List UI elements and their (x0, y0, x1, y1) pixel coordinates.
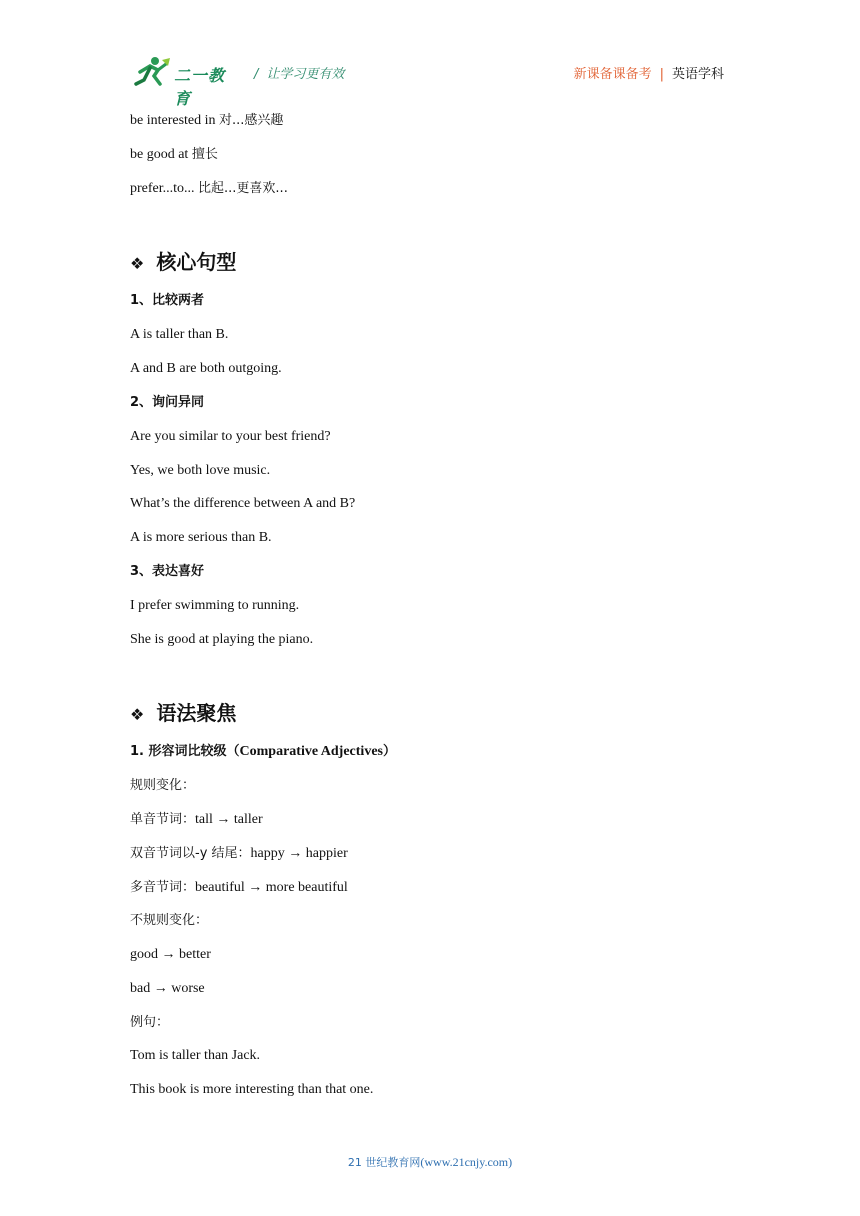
subject-label: 英语学科 (671, 67, 724, 82)
footer-site-name: 21 世纪教育网 (347, 1156, 421, 1169)
phrase-line (130, 146, 218, 164)
section-heading-grammar-focus (130, 700, 236, 728)
rule-label: 不规则变化： (130, 913, 209, 928)
runner-logo-icon (130, 54, 174, 90)
section-title: 核心句型 (156, 250, 237, 274)
section-heading-core-sentences (130, 249, 236, 277)
example-sentence: This book is more interesting than that one. (130, 1082, 374, 1097)
subheading: 1、比较两者 (130, 293, 205, 308)
sentence: What’s the difference between A and B? (130, 496, 356, 511)
subheading: 3、表达喜好 (130, 564, 205, 579)
sentence: A and B are both outgoing. (130, 361, 282, 376)
header-course-info (574, 63, 724, 82)
example-sentence: Tom is taller than Jack. (130, 1048, 261, 1063)
phrase-cn: 擅长 (191, 147, 218, 162)
rule-line: 多音节词：beautiful → more beautiful (130, 880, 348, 895)
slogan (254, 63, 344, 82)
phrase-en: be good at (130, 147, 192, 162)
subheading: 1. 形容词比较级（Comparative Adjectives） (130, 744, 396, 759)
rule-label: 规则变化： (130, 778, 196, 793)
slogan-separator: / (254, 67, 259, 82)
brand-logo (130, 54, 240, 108)
phrase-en: be interested in (130, 113, 220, 128)
sentence: A is taller than B. (130, 327, 229, 342)
sentence: Are you similar to your best friend? (130, 429, 331, 444)
page-footer (0, 1154, 860, 1170)
section-title: 语法聚焦 (156, 701, 237, 725)
sentence: She is good at playing the piano. (130, 632, 314, 647)
phrase-line (130, 180, 288, 198)
example-label: 例句： (130, 1015, 170, 1030)
phrase-cn: 比起...更喜欢... (198, 181, 288, 196)
sentence: I prefer swimming to running. (130, 598, 300, 613)
rule-line: bad → worse (130, 981, 205, 996)
subheading: 2、询问异同 (130, 395, 205, 410)
phrase-cn: 对...感兴趣 (219, 113, 284, 128)
sentence: Yes, we both love music. (130, 463, 271, 478)
sentence: A is more serious than B. (130, 530, 272, 545)
diamond-bullet-icon: ❖ (130, 705, 145, 724)
rule-line: 单音节词：tall → taller (130, 812, 263, 827)
rule-line: 双音节词以-y 结尾：happy → happier (130, 846, 348, 861)
rule-line: good → better (130, 947, 211, 962)
slogan-text: 让学习更有效 (266, 67, 345, 82)
course-label: 新课备课备考 (573, 67, 652, 82)
footer-url[interactable]: (www.21cnjy.com) (420, 1155, 513, 1169)
phrase-line (130, 112, 283, 130)
header-separator: | (659, 67, 664, 82)
logo-text: 二一教育 (174, 66, 226, 108)
diamond-bullet-icon: ❖ (130, 254, 145, 273)
page-header (130, 54, 724, 108)
phrase-en: prefer...to... (130, 181, 199, 196)
